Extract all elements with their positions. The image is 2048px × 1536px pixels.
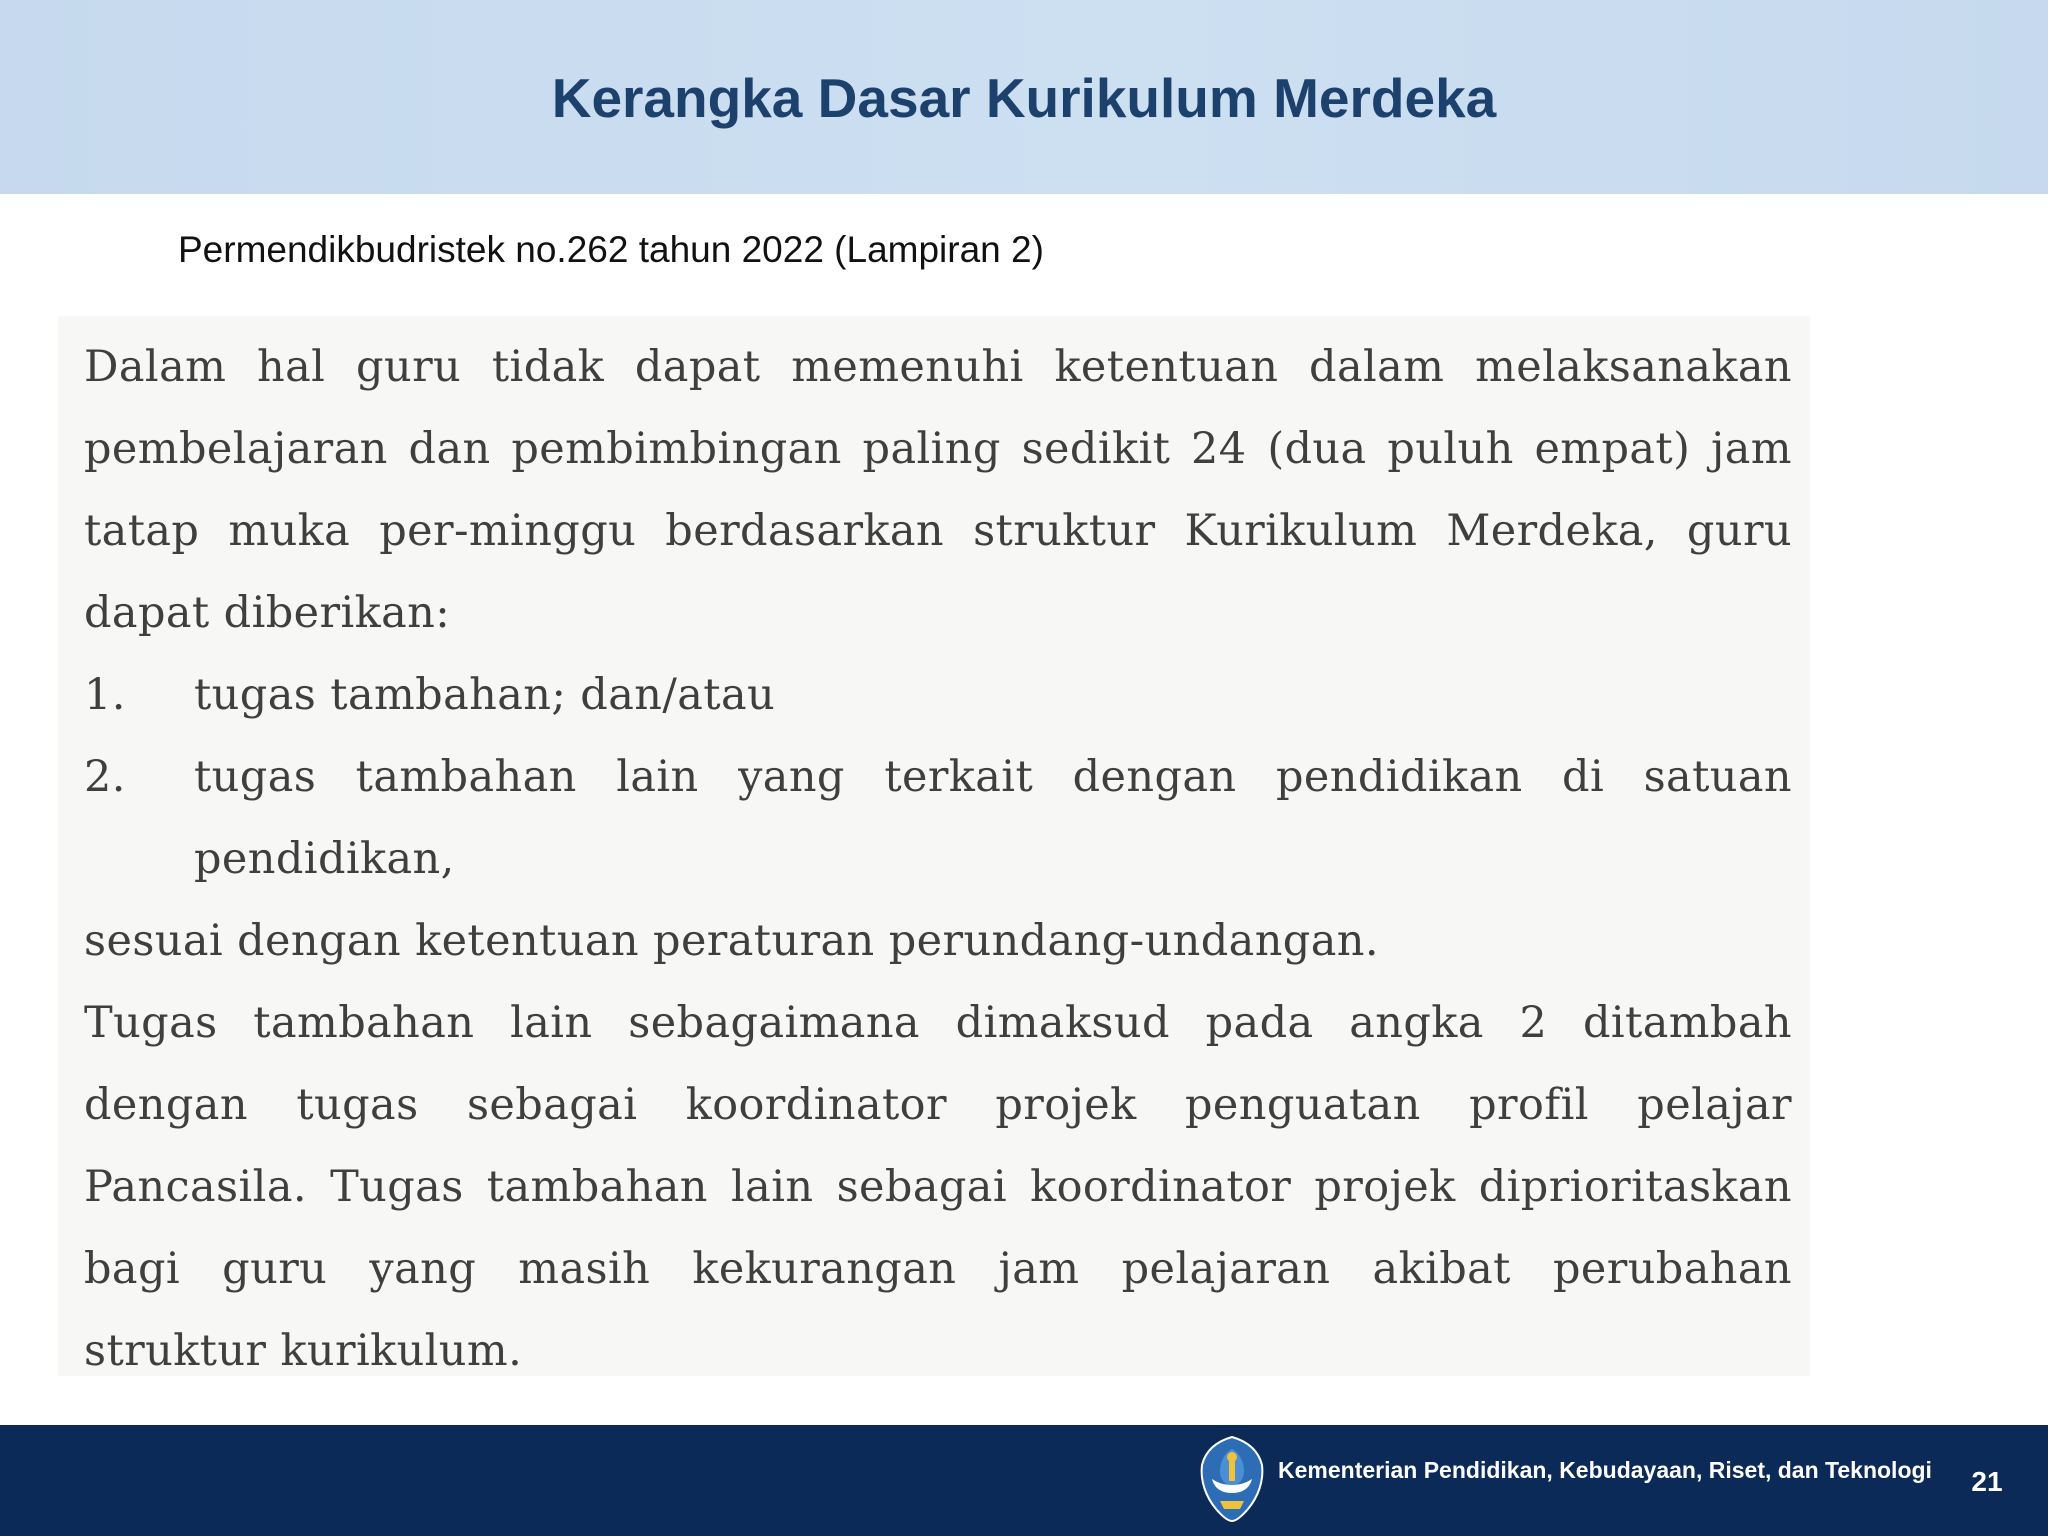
list-item-text: tugas tambahan lain yang terkait dengan pendidikan di satuan	[194, 752, 1792, 802]
list-item-number: 2.	[84, 752, 126, 802]
list-item-text: tugas tambahan; dan/atau	[194, 670, 776, 720]
paragraph-line: dapat diberikan:	[84, 588, 451, 638]
paragraph-line: struktur kurikulum.	[84, 1326, 523, 1376]
page-title: Kerangka Dasar Kurikulum Merdeka	[551, 67, 1497, 129]
list-item	[84, 654, 1792, 736]
tut-wuri-handayani-logo-icon	[1198, 1435, 1266, 1523]
ministry-name: Kementerian Pendidikan, Kebudayaan, Riset, dan Teknologi	[1278, 1457, 1932, 1483]
paragraph-line: tatap muka per-minggu berdasarkan struktur Kurikulum Merdeka, guru	[84, 506, 1792, 556]
paragraph-line: Tugas tambahan lain sebagaimana dimaksud pada angka 2 ditambah	[84, 998, 1792, 1048]
page-number: 21	[1971, 1466, 2003, 1497]
document-text	[84, 326, 1792, 1392]
paragraph-line: Pancasila. Tugas tambahan lain sebagai koordinator projek diprioritaskan	[84, 1162, 1792, 1212]
paragraph-line: pembelajaran dan pembimbingan paling sedikit 24 (dua puluh empat) jam	[84, 424, 1792, 474]
list-item-number: 1.	[84, 670, 126, 720]
paragraph-line: bagi guru yang masih kekurangan jam pelajaran akibat perubahan	[84, 1244, 1792, 1294]
list-item-continuation: pendidikan,	[194, 834, 455, 884]
list-item	[84, 736, 1792, 818]
regulation-reference: Permendikbudristek no.262 tahun 2022 (Lampiran 2)	[178, 229, 1044, 270]
closing-line: sesuai dengan ketentuan peraturan perundang-undangan.	[84, 916, 1379, 966]
header-banner	[0, 0, 2048, 194]
paragraph-line: dengan tugas sebagai koordinator projek penguatan profil pelajar	[84, 1080, 1792, 1130]
paragraph-line: Dalam hal guru tidak dapat memenuhi ketentuan dalam melaksanakan	[84, 342, 1792, 392]
